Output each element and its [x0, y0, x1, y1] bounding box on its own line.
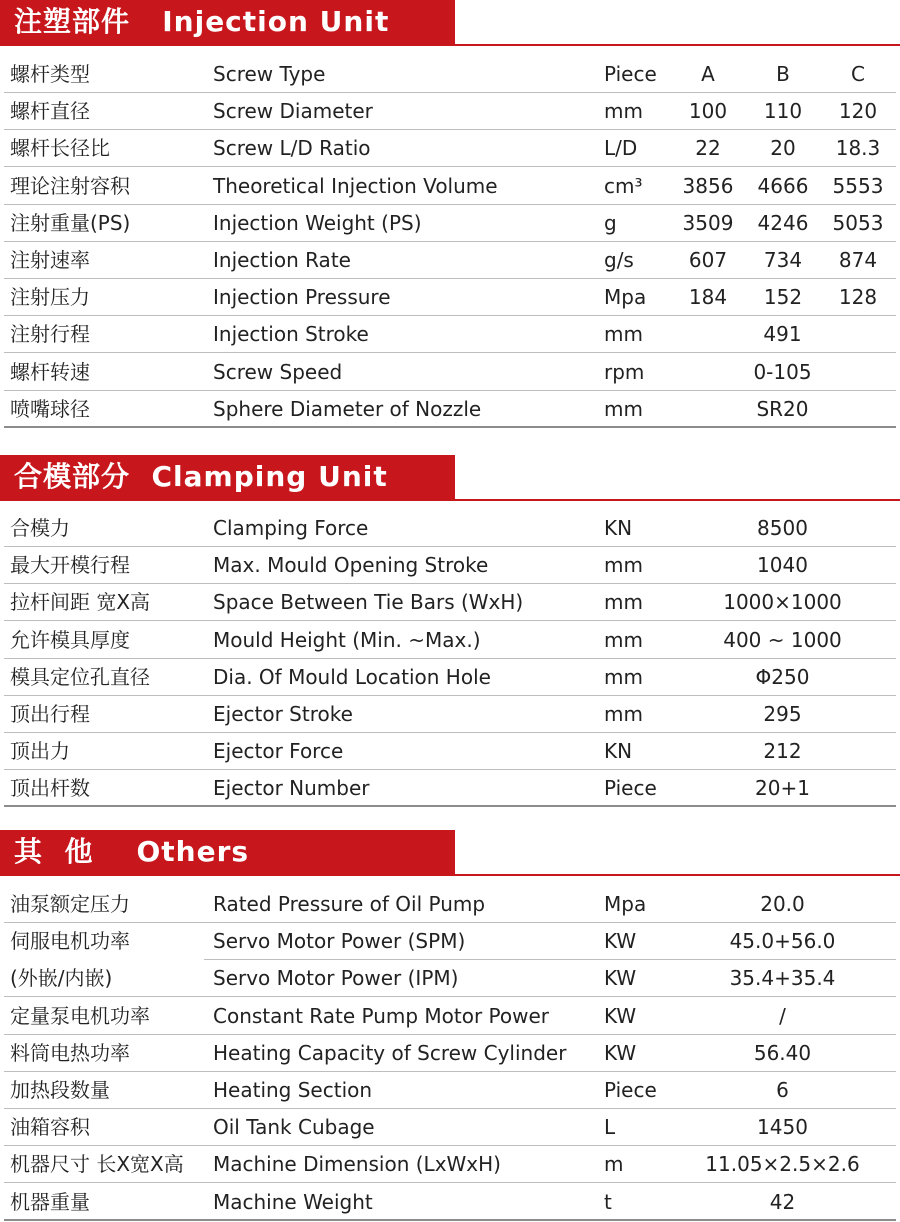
spec-unit: g	[604, 210, 617, 235]
spec-name-en: Ejector Number	[213, 776, 370, 801]
others-banner	[0, 830, 900, 876]
spec-name-cn: 注射压力	[10, 285, 90, 310]
spec-row	[0, 391, 900, 428]
spec-value: 20.0	[760, 892, 805, 916]
spec-unit: cm³	[604, 173, 643, 198]
section-title: 注塑部件 Injection Unit	[0, 0, 455, 44]
spec-value: 491	[763, 322, 802, 347]
row-divider	[4, 426, 896, 428]
spec-name-cn: 理论注射容积	[10, 173, 130, 198]
spec-name-cn: 油箱容积	[10, 1115, 90, 1140]
spec-unit: Piece	[604, 776, 657, 801]
spec-name-en: Ejector Stroke	[213, 702, 353, 726]
spec-value-b: 4666	[757, 173, 809, 198]
spec-value: 1040	[757, 553, 808, 578]
spec-unit: Piece	[604, 1078, 657, 1102]
spec-unit: mm	[604, 664, 643, 689]
spec-name-en: Oil Tank Cubage	[213, 1115, 375, 1140]
spec-name-en: Theoretical Injection Volume	[213, 173, 498, 198]
spec-name-cn: 注射行程	[10, 322, 90, 347]
spec-value: 11.05×2.5×2.6	[705, 1152, 860, 1177]
spec-name-cn: 螺杆长径比	[10, 136, 110, 161]
spec-row	[0, 279, 900, 316]
spec-name-cn: 模具定位孔直径	[10, 664, 150, 689]
row-divider	[4, 1219, 896, 1221]
spec-name-cn: 喷嘴球径	[10, 396, 90, 421]
spec-name-en: Clamping Force	[213, 516, 369, 540]
spec-row	[0, 960, 900, 997]
spec-name-en: Machine Dimension (LxWxH)	[213, 1152, 501, 1177]
spec-name-cn: 拉杆间距 宽X高	[10, 590, 151, 615]
spec-value-a: 3509	[682, 210, 734, 235]
spec-value: 56.40	[753, 1040, 812, 1065]
spec-value-a: A	[701, 62, 715, 86]
spec-value-c: 5553	[832, 173, 884, 198]
spec-value: 400 ~ 1000	[723, 627, 842, 652]
spec-name-cn: 最大开模行程	[10, 553, 130, 578]
spec-name-cn: 螺杆直径	[10, 99, 90, 124]
spec-value-b: 20	[770, 136, 796, 161]
spec-name-cn: 注射速率	[10, 248, 90, 272]
spec-value-b: 152	[763, 285, 803, 310]
spec-value-a: 607	[688, 248, 728, 272]
spec-value: SR20	[756, 396, 809, 421]
banner-underline	[0, 499, 900, 501]
spec-row	[0, 770, 900, 807]
spec-name-en: Rated Pressure of Oil Pump	[213, 892, 486, 916]
spec-name-cn: 加热段数量	[10, 1078, 110, 1102]
spec-name-cn: 定量泵电机功率	[10, 1003, 150, 1028]
spec-name-cn: 顶出行程	[10, 702, 90, 726]
others-section	[0, 830, 900, 876]
spec-unit: Piece	[604, 62, 657, 86]
spec-row	[0, 547, 900, 584]
spec-name-en: Heating Capacity of Screw Cylinder	[213, 1040, 567, 1065]
spec-value: 1000×1000	[723, 590, 842, 615]
spec-name-cn: 注射重量(PS)	[10, 210, 131, 235]
spec-value-b: 734	[763, 248, 803, 272]
spec-unit: L	[604, 1115, 616, 1140]
spec-unit: t	[604, 1189, 612, 1214]
spec-value: 45.0+56.0	[729, 929, 836, 954]
spec-value: 212	[763, 739, 802, 764]
spec-unit: KW	[604, 1040, 637, 1065]
spec-value-a: 100	[688, 99, 728, 124]
spec-unit: mm	[604, 590, 643, 615]
spec-name-en: Mould Height (Min. ~Max.)	[213, 627, 481, 652]
spec-value: 1450	[757, 1115, 808, 1140]
spec-name-en: Constant Rate Pump Motor Power	[213, 1003, 550, 1028]
spec-unit: Mpa	[604, 892, 647, 916]
spec-row	[0, 510, 900, 547]
spec-row	[0, 584, 900, 621]
spec-row	[0, 316, 900, 353]
spec-value: 295	[763, 702, 802, 726]
spec-unit: KW	[604, 966, 637, 991]
spec-name-en: Machine Weight	[213, 1189, 373, 1214]
spec-row	[0, 696, 900, 733]
spec-value-a: 3856	[682, 173, 734, 198]
spec-name-en: Ejector Force	[213, 739, 344, 764]
spec-unit: mm	[604, 396, 643, 421]
spec-value-c: C	[851, 62, 865, 86]
spec-name-cn: 合模力	[10, 516, 70, 540]
spec-name-cn: 油泵额定压力	[10, 892, 130, 916]
spec-value: Φ250	[755, 664, 810, 689]
spec-unit: KW	[604, 1003, 637, 1028]
spec-value-c: 18.3	[835, 136, 881, 161]
spec-row	[0, 1184, 900, 1221]
spec-name-en: Screw Speed	[213, 359, 343, 384]
clamping-unit-section	[0, 455, 900, 501]
spec-name-cn: 允许模具厚度	[10, 627, 130, 652]
spec-row	[0, 168, 900, 205]
spec-value: 42	[769, 1189, 796, 1214]
spec-row	[0, 998, 900, 1035]
section-title: 其 他 Others	[0, 830, 455, 874]
spec-name-cn: 机器尺寸 长X宽X高	[10, 1152, 184, 1177]
spec-name-en: Sphere Diameter of Nozzle	[213, 396, 482, 421]
spec-value: 8500	[757, 516, 808, 540]
spec-row	[0, 1146, 900, 1183]
spec-value: 6	[776, 1078, 789, 1102]
spec-value-b: 110	[763, 99, 803, 124]
spec-name-en: Heating Section	[213, 1078, 373, 1102]
spec-unit: rpm	[604, 359, 645, 384]
spec-row	[0, 1035, 900, 1072]
spec-unit: mm	[604, 627, 643, 652]
spec-row	[0, 622, 900, 659]
spec-value: 35.4+35.4	[729, 966, 836, 991]
spec-value-c: 128	[838, 285, 878, 310]
spec-name-cn: 顶出力	[10, 739, 70, 764]
spec-name-en: Screw Diameter	[213, 99, 373, 124]
spec-unit: L/D	[604, 136, 638, 161]
spec-unit: m	[604, 1152, 624, 1177]
spec-name-en: Injection Weight (PS)	[213, 210, 422, 235]
spec-name-cn: 机器重量	[10, 1189, 90, 1214]
spec-row	[0, 733, 900, 770]
spec-name-en: Injection Stroke	[213, 322, 369, 347]
spec-row	[0, 130, 900, 167]
spec-unit: KN	[604, 739, 633, 764]
spec-name-en: Injection Rate	[213, 248, 351, 272]
spec-row	[0, 1072, 900, 1109]
banner-underline	[0, 44, 900, 46]
spec-value: 20+1	[755, 776, 810, 801]
spec-unit: Mpa	[604, 285, 647, 310]
spec-unit: mm	[604, 99, 643, 124]
spec-unit: mm	[604, 322, 643, 347]
spec-unit: g/s	[604, 248, 634, 272]
spec-name-en: Dia. Of Mould Location Hole	[213, 664, 491, 689]
spec-name-cn: 顶出杆数	[10, 776, 90, 801]
section-title: 合模部分 Clamping Unit	[0, 455, 455, 499]
spec-name-cn: 螺杆转速	[10, 359, 90, 384]
spec-value-a: 22	[695, 136, 721, 161]
spec-row	[0, 242, 900, 279]
spec-name-cn: 伺服电机功率	[10, 929, 130, 954]
spec-value-b: 4246	[757, 210, 809, 235]
spec-name-cn: 螺杆类型	[10, 62, 90, 86]
spec-row	[0, 56, 900, 93]
injection-unit-banner	[0, 0, 900, 46]
spec-unit: mm	[604, 553, 643, 578]
clamping-unit-banner	[0, 455, 900, 501]
spec-name-en: Servo Motor Power (SPM)	[213, 929, 466, 954]
spec-row	[0, 205, 900, 242]
spec-row	[0, 354, 900, 391]
spec-unit: KW	[604, 929, 637, 954]
spec-value-a: 184	[688, 285, 728, 310]
spec-row	[0, 886, 900, 923]
spec-row	[0, 1109, 900, 1146]
spec-name-en: Injection Pressure	[213, 285, 391, 310]
spec-unit: mm	[604, 702, 643, 726]
spec-value-c: 5053	[832, 210, 884, 235]
spec-name-en: Space Between Tie Bars (WxH)	[213, 590, 524, 615]
spec-unit: KN	[604, 516, 633, 540]
injection-unit-section	[0, 0, 900, 46]
spec-value-c: 120	[838, 99, 878, 124]
spec-value-c: 874	[838, 248, 878, 272]
spec-name-en: Screw L/D Ratio	[213, 136, 371, 161]
spec-row	[0, 93, 900, 130]
spec-row	[0, 923, 900, 960]
spec-name-cn: 料筒电热功率	[10, 1040, 130, 1065]
spec-value: /	[779, 1003, 786, 1028]
spec-value: 0-105	[753, 359, 812, 384]
spec-name-en: Max. Mould Opening Stroke	[213, 553, 489, 578]
spec-name-en: Servo Motor Power (IPM)	[213, 966, 459, 991]
spec-name-cn: (外嵌/内嵌)	[10, 966, 113, 991]
row-divider	[4, 805, 896, 807]
banner-underline	[0, 874, 900, 876]
spec-row	[0, 659, 900, 696]
spec-name-en: Screw Type	[213, 62, 326, 86]
spec-value-b: B	[776, 62, 790, 86]
